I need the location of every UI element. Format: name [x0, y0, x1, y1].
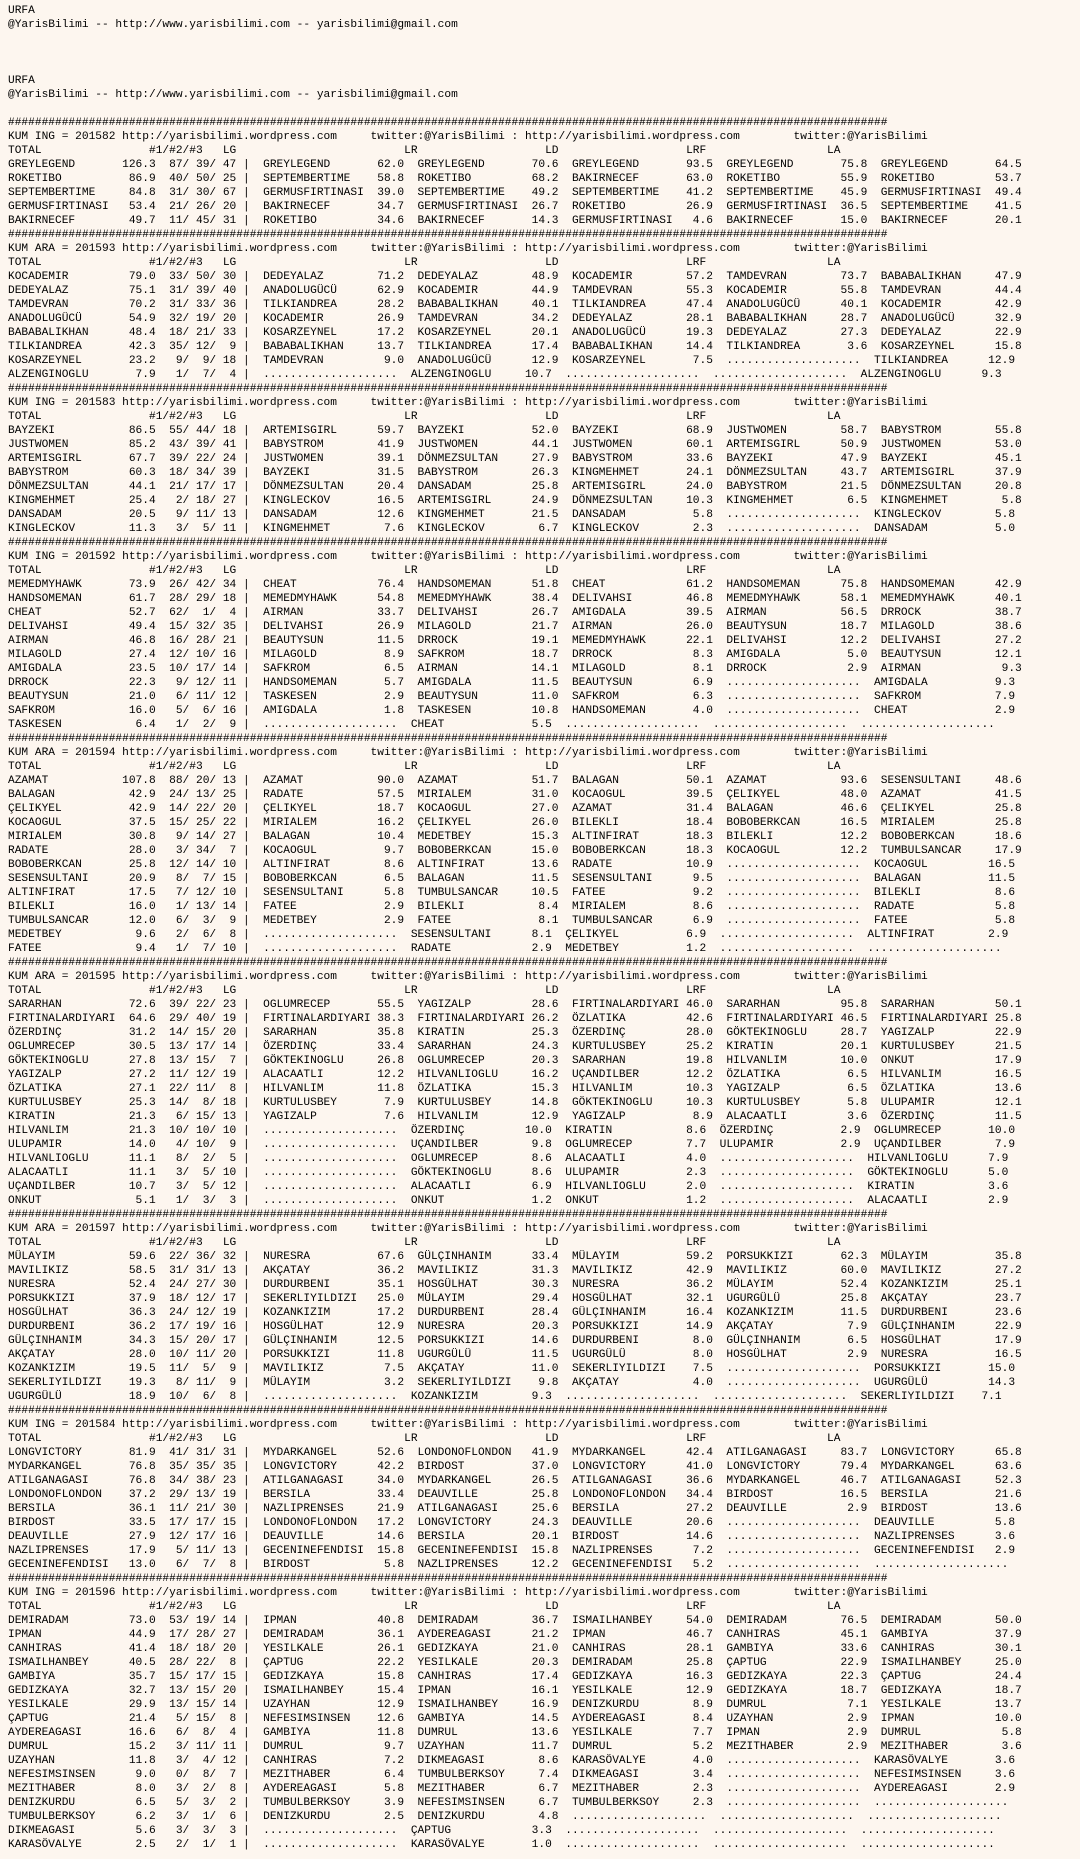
text-line: DRROCK 22.3 9/ 12/ 11 | HANDSOMEMAN 5.7 AMIGDALA 11.5 BEAUTYSUN 6.9 .................... AMIGDALA 9.3 [8, 677, 1016, 689]
text-line: ################################################################################################################################### [8, 733, 888, 745]
text-line: ################################################################################################################################### [8, 537, 888, 549]
text-line: ONKUT 5.1 1/ 3/ 3 | .................... ONKUT 1.2 ONKUT 1.2 .................... ALACAATLI 2.9 [8, 1195, 1009, 1207]
text-line: SARARHAN 72.6 39/ 22/ 23 | OGLUMRECEP 55.5 YAGIZALP 28.6 FIRTINALARDIYARI 46.0 SARARHAN 95.8 SARARHAN 50.1 [8, 999, 1022, 1011]
text-line: NEFESIMSINSEN 9.0 0/ 8/ 7 | MEZITHABER 6.4 TUMBULBERKSOY 7.4 DIKMEAGASI 3.4 .................... NEFESIMSINSEN 3.6 [8, 1769, 1016, 1781]
text-line: BABABALIKHAN 48.4 18/ 21/ 33 | KOSARZEYNEL 17.2 KOSARZEYNEL 20.1 ANADOLUGÜCÜ 19.3 DEDEYALAZ 27.3 DEDEYALAZ 22.9 [8, 327, 1022, 339]
text-line: OGLUMRECEP 30.5 13/ 17/ 14 | ÖZERDINÇ 33.4 SARARHAN 24.3 KURTULUSBEY 25.2 KIRATIN 20.1 KURTULUSBEY 21.5 [8, 1041, 1022, 1053]
text-line: ################################################################################################################################### [8, 1573, 888, 1585]
text-line: YAGIZALP 27.2 11/ 12/ 19 | ALACAATLI 12.2 HILVANLIOGLU 16.2 UÇANDILBER 12.2 ÖZLATIKA 6.5 HILVANLIM 16.5 [8, 1069, 1022, 1081]
text-line: BILEKLI 16.0 1/ 13/ 14 | FATEE 2.9 BILEKLI 8.4 MIRIALEM 8.6 .................... RADATE 5.8 [8, 901, 1016, 913]
text-line: TOTAL #1/#2/#3 LG LR LD LRF LA [8, 1433, 841, 1445]
text-line: KUM ARA = 201594 http://yarisbilimi.wordpress.com twitter:@YarisBilimi : http://yarisbilimi.wordpress.com twitter:@YarisBilimi [8, 747, 928, 759]
text-line: ALTINFIRAT 17.5 7/ 12/ 10 | SESENSULTANI 5.8 TUMBULSANCAR 10.5 FATEE 9.2 .................... BILEKLI 8.6 [8, 887, 1016, 899]
text-line: HILVANLIM 21.3 10/ 10/ 10 | .................... ÖZERDINÇ 10.0 KIRATIN 8.6 ÖZERDINÇ 2.9 OGLUMRECEP 10.0 [8, 1125, 1016, 1137]
text-line: BALAGAN 42.9 24/ 13/ 25 | RADATE 57.5 MIRIALEM 31.0 KOCAOGUL 39.5 ÇELIKYEL 48.0 AZAMAT 41.5 [8, 789, 1022, 801]
text-line: MYDARKANGEL 76.8 35/ 35/ 35 | LONGVICTORY 42.2 BIRDOST 37.0 LONGVICTORY 41.0 LONGVICTORY 79.4 MYDARKANGEL 63.6 [8, 1461, 1022, 1473]
text-line: DEAUVILLE 27.9 12/ 17/ 16 | DEAUVILLE 14.6 BERSILA 20.1 BIRDOST 14.6 .................... NAZLIPRENSES 3.6 [8, 1531, 1016, 1543]
text-line: AYDEREAGASI 16.6 6/ 8/ 4 | GAMBIYA 11.8 DUMRUL 13.6 YESILKALE 7.7 IPMAN 2.9 DUMRUL 5.8 [8, 1727, 1022, 1739]
text-line: HILVANLIOGLU 11.1 8/ 2/ 5 | .................... OGLUMRECEP 8.6 ALACAATLI 4.0 .................... HILVANLIOGLU 7.9 [8, 1153, 1009, 1165]
text-line: KUM ARA = 201595 http://yarisbilimi.wordpress.com twitter:@YarisBilimi : http://yarisbilimi.wordpress.com twitter:@YarisBilimi [8, 971, 928, 983]
text-line: MILAGOLD 27.4 12/ 10/ 16 | MILAGOLD 8.9 SAFKROM 18.7 DRROCK 8.3 AMIGDALA 5.0 BEAUTYSUN 12.1 [8, 649, 1022, 661]
text-line: CANHIRAS 41.4 18/ 18/ 20 | YESILKALE 26.1 GEDIZKAYA 21.0 CANHIRAS 28.1 GAMBIYA 33.6 CANHIRAS 30.1 [8, 1643, 1022, 1655]
text-line: MEMEDMYHAWK 73.9 26/ 42/ 34 | CHEAT 76.4 HANDSOMEMAN 51.8 CHEAT 61.2 HANDSOMEMAN 75.8 HANDSOMEMAN 42.9 [8, 579, 1022, 591]
text-line: TOTAL #1/#2/#3 LG LR LD LRF LA [8, 411, 841, 423]
text-line: UGURGÜLÜ 18.9 10/ 6/ 8 | .................... KOZANKIZIM 9.3 .................... .................... SEKERLIYILDIZI 7.1 [8, 1391, 1002, 1403]
text-line: ################################################################################################################################### [8, 117, 888, 129]
text-line: ÇELIKYEL 42.9 14/ 22/ 20 | ÇELIKYEL 18.7 KOCAOGUL 27.0 AZAMAT 31.4 BALAGAN 46.6 ÇELIKYEL 25.8 [8, 803, 1022, 815]
text-line: LONDONOFLONDON 37.2 29/ 13/ 19 | BERSILA 33.4 DEAUVILLE 25.8 LONDONOFLONDON 34.4 BIRDOST 16.5 BERSILA 21.6 [8, 1489, 1022, 1501]
text-line: DURDURBENI 36.2 17/ 19/ 16 | HOSGÜLHAT 12.9 NURESRA 20.3 PORSUKKIZI 14.9 AKÇATAY 7.9 GÜLÇINHANIM 22.9 [8, 1321, 1022, 1333]
text-line: KOZANKIZIM 19.5 11/ 5/ 9 | MAVILIKIZ 7.5 AKÇATAY 11.0 SEKERLIYILDIZI 7.5 .................... PORSUKKIZI 15.0 [8, 1363, 1016, 1375]
text-line: KOSARZEYNEL 23.2 9/ 9/ 18 | TAMDEVRAN 9.0 ANADOLUGÜCÜ 12.9 KOSARZEYNEL 7.5 .................... TILKIANDREA 12.9 [8, 355, 1016, 367]
text-line: MEDETBEY 9.6 2/ 6/ 8 | .................... SESENSULTANI 8.1 ÇELIKYEL 6.9 .................... ALTINFIRAT 2.9 [8, 929, 1009, 941]
text-line: KOCAOGUL 37.5 15/ 25/ 22 | MIRIALEM 16.2 ÇELIKYEL 26.0 BILEKLI 18.4 BOBOBERKCAN 16.5 MIRIALEM 25.8 [8, 817, 1022, 829]
text-line: ################################################################################################################################### [8, 1209, 888, 1221]
text-line: DÖNMEZSULTAN 44.1 21/ 17/ 17 | DÖNMEZSULTAN 20.4 DANSADAM 25.8 ARTEMISGIRL 24.0 BABYSTROM 21.5 DÖNMEZSULTAN 20.8 [8, 481, 1022, 493]
text-line: MÜLAYIM 59.6 22/ 36/ 32 | NURESRA 67.6 GÜLÇINHANIM 33.4 MÜLAYIM 59.2 PORSUKKIZI 62.3 MÜLAYIM 35.8 [8, 1251, 1022, 1263]
text-line: HOSGÜLHAT 36.3 24/ 12/ 19 | KOZANKIZIM 17.2 DURDURBENI 28.4 GÜLÇINHANIM 16.4 KOZANKIZIM 11.5 DURDURBENI 23.6 [8, 1307, 1022, 1319]
text-line: URFA [8, 5, 35, 17]
text-line: SEKERLIYILDIZI 19.3 8/ 11/ 9 | MÜLAYIM 3.2 SEKERLIYILDIZI 9.8 AKÇATAY 4.0 .................... UGURGÜLÜ 14.3 [8, 1377, 1016, 1389]
text-line: KOCADEMIR 79.0 33/ 50/ 30 | DEDEYALAZ 71.2 DEDEYALAZ 48.9 KOCADEMIR 57.2 TAMDEVRAN 73.7 BABABALIKHAN 47.9 [8, 271, 1022, 283]
text-line: TAMDEVRAN 70.2 31/ 33/ 36 | TILKIANDREA 28.2 BABABALIKHAN 40.1 TILKIANDREA 47.4 ANADOLUGÜCÜ 40.1 KOCADEMIR 42.9 [8, 299, 1022, 311]
text-line: ISMAILHANBEY 40.5 28/ 22/ 8 | ÇAPTUG 22.2 YESILKALE 20.3 DEMIRADAM 25.8 ÇAPTUG 22.9 ISMAILHANBEY 25.0 [8, 1657, 1022, 1669]
text-line: NURESRA 52.4 24/ 27/ 30 | DURDURBENI 35.1 HOSGÜLHAT 30.3 NURESRA 36.2 MÜLAYIM 52.4 KOZANKIZIM 25.1 [8, 1279, 1022, 1291]
text-line: SEPTEMBERTIME 84.8 31/ 30/ 67 | GERMUSFIRTINASI 39.0 SEPTEMBERTIME 49.2 SEPTEMBERTIME 41.2 SEPTEMBERTIME 45.9 GERMUSFIRTINASI 49.4 [8, 187, 1022, 199]
text-line: ROKETIBO 86.9 40/ 50/ 25 | SEPTEMBERTIME 58.8 ROKETIBO 68.2 BAKIRNECEF 63.0 ROKETIBO 55.9 ROKETIBO 53.7 [8, 173, 1022, 185]
text-line: DENIZKURDU 6.5 5/ 3/ 2 | TUMBULBERKSOY 3.9 NEFESIMSINSEN 6.7 TUMBULBERKSOY 2.3 .................... .................... [8, 1797, 1009, 1809]
text-line: TOTAL #1/#2/#3 LG LR LD LRF LA [8, 1601, 841, 1613]
text-line: GÖKTEKINOGLU 27.8 13/ 15/ 7 | GÖKTEKINOGLU 26.8 OGLUMRECEP 20.3 SARARHAN 19.8 HILVANLIM 10.0 ONKUT 17.9 [8, 1055, 1022, 1067]
text-line: TILKIANDREA 42.3 35/ 12/ 9 | BABABALIKHAN 13.7 TILKIANDREA 17.4 BABABALIKHAN 14.4 TILKIANDREA 3.6 KOSARZEYNEL 15.8 [8, 341, 1022, 353]
text-line: IPMAN 44.9 17/ 28/ 27 | DEMIRADAM 36.1 AYDEREAGASI 21.2 IPMAN 46.7 CANHIRAS 45.1 GAMBIYA 37.9 [8, 1629, 1022, 1641]
text-line: KUM ING = 201583 http://yarisbilimi.wordpress.com twitter:@YarisBilimi : http://yarisbilimi.wordpress.com twitter:@YarisBilimi [8, 397, 928, 409]
text-line: ÇAPTUG 21.4 5/ 15/ 8 | NEFESIMSINSEN 12.6 GAMBIYA 14.5 AYDEREAGASI 8.4 UZAYHAN 2.9 IPMAN 10.0 [8, 1713, 1022, 1725]
text-line: FATEE 9.4 1/ 7/ 10 | .................... RADATE 2.9 MEDETBEY 1.2 .................... .................... [8, 943, 1002, 955]
text-line: BAYZEKI 86.5 55/ 44/ 18 | ARTEMISGIRL 59.7 BAYZEKI 52.0 BAYZEKI 68.9 JUSTWOMEN 58.7 BABYSTROM 55.8 [8, 425, 1022, 437]
text-line: ULUPAMIR 14.0 4/ 10/ 9 | .................... UÇANDILBER 9.8 OGLUMRECEP 7.7 ULUPAMIR 2.9 UÇANDILBER 7.9 [8, 1139, 1016, 1151]
text-line: FIRTINALARDIYARI 64.6 29/ 40/ 19 | FIRTINALARDIYARI 38.3 FIRTINALARDIYARI 26.2 ÖZLATIKA 42.6 FIRTINALARDIYARI 46.5 FIRTINALARDIYARI 25.8 [8, 1013, 1022, 1025]
text-line: @YarisBilimi -- http://www.yarisbilimi.com -- yarisbilimi@gmail.com [8, 89, 458, 101]
text-line: TOTAL #1/#2/#3 LG LR LD LRF LA [8, 145, 841, 157]
text-line: ALZENGINOGLU 7.9 1/ 7/ 4 | .................... ALZENGINOGLU 10.7 .................... .................... ALZENGINOGLU 9.3 [8, 369, 1002, 381]
text-line: ALACAATLI 11.1 3/ 5/ 10 | .................... GÖKTEKINOGLU 8.6 ULUPAMIR 2.3 .................... GÖKTEKINOGLU 5.0 [8, 1167, 1009, 1179]
text-line: ARTEMISGIRL 67.7 39/ 22/ 24 | JUSTWOMEN 39.1 DÖNMEZSULTAN 27.9 BABYSTROM 33.6 BAYZEKI 47.9 BAYZEKI 45.1 [8, 453, 1022, 465]
text-line: DIKMEAGASI 5.6 3/ 3/ 3 | .................... ÇAPTUG 3.3 .................... .................... .................... [8, 1825, 995, 1837]
text-line: HANDSOMEMAN 61.7 28/ 29/ 18 | MEMEDMYHAWK 54.8 MEMEDMYHAWK 38.4 DELIVAHSI 46.8 MEMEDMYHAWK 58.1 MEMEDMYHAWK 40.1 [8, 593, 1022, 605]
text-line: BAKIRNECEF 49.7 11/ 45/ 31 | ROKETIBO 34.6 BAKIRNECEF 14.3 GERMUSFIRTINASI 4.6 BAKIRNECEF 15.0 BAKIRNECEF 20.1 [8, 215, 1022, 227]
text-line: MIRIALEM 30.8 9/ 14/ 27 | BALAGAN 10.4 MEDETBEY 15.3 ALTINFIRAT 18.3 BILEKLI 12.2 BOBOBERKCAN 18.6 [8, 831, 1022, 843]
text-line: KUM ING = 201584 http://yarisbilimi.wordpress.com twitter:@YarisBilimi : http://yarisbilimi.wordpress.com twitter:@YarisBilimi [8, 1419, 928, 1431]
text-line: AKÇATAY 28.0 10/ 11/ 20 | PORSUKKIZI 11.8 UGURGÜLÜ 11.5 UGURGÜLÜ 8.0 HOSGÜLHAT 2.9 NURESRA 16.5 [8, 1349, 1022, 1361]
text-line: KARASÖVALYE 2.5 2/ 1/ 1 | .................... KARASÖVALYE 1.0 .................... .................... .................... [8, 1839, 995, 1851]
text-line: TOTAL #1/#2/#3 LG LR LD LRF LA [8, 985, 841, 997]
text-line: ATILGANAGASI 76.8 34/ 38/ 23 | ATILGANAGASI 34.0 MYDARKANGEL 26.5 ATILGANAGASI 36.6 MYDARKANGEL 46.7 ATILGANAGASI 52.3 [8, 1475, 1022, 1487]
text-line: KINGLECKOV 11.3 3/ 5/ 11 | KINGMEHMET 7.6 KINGLECKOV 6.7 KINGLECKOV 2.3 .................... DANSADAM 5.0 [8, 523, 1016, 535]
text-line: ################################################################################################################################### [8, 383, 888, 395]
text-line: AIRMAN 46.8 16/ 28/ 21 | BEAUTYSUN 11.5 DRROCK 19.1 MEMEDMYHAWK 22.1 DELIVAHSI 12.2 DELIVAHSI 27.2 [8, 635, 1022, 647]
text-line: ################################################################################################################################### [8, 1405, 888, 1417]
text-line: ÖZLATIKA 27.1 22/ 11/ 8 | HILVANLIM 11.8 ÖZLATIKA 15.3 HILVANLIM 10.3 YAGIZALP 6.5 ÖZLATIKA 13.6 [8, 1083, 1022, 1095]
text-line: ANADOLUGÜCÜ 54.9 32/ 19/ 20 | KOCADEMIR 26.9 TAMDEVRAN 34.2 DEDEYALAZ 28.1 BABABALIKHAN 28.7 ANADOLUGÜCÜ 32.9 [8, 313, 1022, 325]
text-line: TUMBULSANCAR 12.0 6/ 3/ 9 | MEDETBEY 2.9 FATEE 8.1 TUMBULSANCAR 6.9 .................... FATEE 5.8 [8, 915, 1016, 927]
text-line: KIRATIN 21.3 6/ 15/ 13 | YAGIZALP 7.6 HILVANLIM 12.9 YAGIZALP 8.9 ALACAATLI 3.6 ÖZERDINÇ 11.5 [8, 1111, 1022, 1123]
text-line: KUM ARA = 201597 http://yarisbilimi.wordpress.com twitter:@YarisBilimi : http://yarisbilimi.wordpress.com twitter:@YarisBilimi [8, 1223, 928, 1235]
text-line: DEDEYALAZ 75.1 31/ 39/ 40 | ANADOLUGÜCÜ 62.9 KOCADEMIR 44.9 TAMDEVRAN 55.3 KOCADEMIR 55.8 TAMDEVRAN 44.4 [8, 285, 1022, 297]
text-line: TOTAL #1/#2/#3 LG LR LD LRF LA [8, 565, 841, 577]
text-line: DANSADAM 20.5 9/ 11/ 13 | DANSADAM 12.6 KINGMEHMET 21.5 DANSADAM 5.8 .................... KINGLECKOV 5.8 [8, 509, 1016, 521]
text-line: YESILKALE 29.9 13/ 15/ 14 | UZAYHAN 12.9 ISMAILHANBEY 16.9 DENIZKURDU 8.9 DUMRUL 7.1 YESILKALE 13.7 [8, 1699, 1022, 1711]
text-line: KUM ARA = 201593 http://yarisbilimi.wordpress.com twitter:@YarisBilimi : http://yarisbilimi.wordpress.com twitter:@YarisBilimi [8, 243, 928, 255]
text-line: GAMBIYA 35.7 15/ 17/ 15 | GEDIZKAYA 15.8 CANHIRAS 17.4 GEDIZKAYA 16.3 GEDIZKAYA 22.3 ÇAPTUG 24.4 [8, 1671, 1022, 1683]
text-line: KUM ING = 201582 http://yarisbilimi.wordpress.com twitter:@YarisBilimi : http://yarisbilimi.wordpress.com twitter:@YarisBilimi [8, 131, 928, 143]
text-line: BIRDOST 33.5 17/ 17/ 15 | LONDONOFLONDON 17.2 LONGVICTORY 24.3 DEAUVILLE 20.6 .................... DEAUVILLE 5.8 [8, 1517, 1016, 1529]
text-line: PORSUKKIZI 37.9 18/ 12/ 17 | SEKERLIYILDIZI 25.0 MÜLAYIM 29.4 HOSGÜLHAT 32.1 UGURGÜLÜ 25.8 AKÇATAY 23.7 [8, 1293, 1022, 1305]
text-line: URFA [8, 75, 35, 87]
text-line: TOTAL #1/#2/#3 LG LR LD LRF LA [8, 761, 841, 773]
text-line: RADATE 28.0 3/ 34/ 7 | KOCAOGUL 9.7 BOBOBERKCAN 15.0 BOBOBERKCAN 18.3 KOCAOGUL 12.2 TUMBULSANCAR 17.9 [8, 845, 1022, 857]
text-line: TUMBULBERKSOY 6.2 3/ 1/ 6 | DENIZKURDU 2.5 DENIZKURDU 4.8 .................... .................... .................... [8, 1811, 1002, 1823]
text-line: DELIVAHSI 49.4 15/ 32/ 35 | DELIVAHSI 26.9 MILAGOLD 21.7 AIRMAN 26.0 BEAUTYSUN 18.7 MILAGOLD 38.6 [8, 621, 1022, 633]
text-line: AMIGDALA 23.5 10/ 17/ 14 | SAFKROM 6.5 AIRMAN 14.1 MILAGOLD 8.1 DRROCK 2.9 AIRMAN 9.3 [8, 663, 1022, 675]
text-line: KUM ING = 201592 http://yarisbilimi.wordpress.com twitter:@YarisBilimi : http://yarisbilimi.wordpress.com twitter:@YarisBilimi [8, 551, 928, 563]
text-line: NAZLIPRENSES 17.9 5/ 11/ 13 | GECENINEFENDISI 15.8 GECENINEFENDISI 15.8 NAZLIPRENSES 7.2 .................... GECENINEFENDISI 2.9 [8, 1545, 1016, 1557]
text-line: ÖZERDINÇ 31.2 14/ 15/ 20 | SARARHAN 35.8 KIRATIN 25.3 ÖZERDINÇ 28.0 GÖKTEKINOGLU 28.7 YAGIZALP 22.9 [8, 1027, 1022, 1039]
text-line: AZAMAT 107.8 88/ 20/ 13 | AZAMAT 90.0 AZAMAT 51.7 BALAGAN 50.1 AZAMAT 93.6 SESENSULTANI 48.6 [8, 775, 1022, 787]
text-line: GECENINEFENDISI 13.0 6/ 7/ 8 | BIRDOST 5.8 NAZLIPRENSES 12.2 GECENINEFENDISI 5.2 .................... .................... [8, 1559, 1009, 1571]
text-line: @YarisBilimi -- http://www.yarisbilimi.com -- yarisbilimi@gmail.com [8, 19, 458, 31]
text-line: ################################################################################################################################### [8, 957, 888, 969]
text-line: UÇANDILBER 10.7 3/ 5/ 12 | .................... ALACAATLI 6.9 HILVANLIOGLU 2.0 .................... KIRATIN 3.6 [8, 1181, 1009, 1193]
text-line: MEZITHABER 8.0 3/ 2/ 8 | AYDEREAGASI 5.8 MEZITHABER 6.7 MEZITHABER 2.3 .................... AYDEREAGASI 2.9 [8, 1783, 1016, 1795]
text-line: GEDIZKAYA 32.7 13/ 15/ 20 | ISMAILHANBEY 15.4 IPMAN 16.1 YESILKALE 12.9 GEDIZKAYA 18.7 GEDIZKAYA 18.7 [8, 1685, 1022, 1697]
text-line: BOBOBERKCAN 25.8 12/ 14/ 10 | ALTINFIRAT 8.6 ALTINFIRAT 13.6 RADATE 10.9 .................... KOCAOGUL 16.5 [8, 859, 1016, 871]
text-line: GÜLÇINHANIM 34.3 15/ 20/ 17 | GÜLÇINHANIM 12.5 PORSUKKIZI 14.6 DURDURBENI 8.0 GÜLÇINHANIM 6.5 HOSGÜLHAT 17.9 [8, 1335, 1022, 1347]
text-line: BEAUTYSUN 21.0 6/ 11/ 12 | TASKESEN 2.9 BEAUTYSUN 11.0 SAFKROM 6.3 .................... SAFKROM 7.9 [8, 691, 1016, 703]
text-line: GREYLEGEND 126.3 87/ 39/ 47 | GREYLEGEND 62.0 GREYLEGEND 70.6 GREYLEGEND 93.5 GREYLEGEND 75.8 GREYLEGEND 64.5 [8, 159, 1022, 171]
text-line: TOTAL #1/#2/#3 LG LR LD LRF LA [8, 257, 841, 269]
text-line: SAFKROM 16.0 5/ 6/ 16 | AMIGDALA 1.8 TASKESEN 10.8 HANDSOMEMAN 4.0 .................... CHEAT 2.9 [8, 705, 1016, 717]
text-line: TASKESEN 6.4 1/ 2/ 9 | .................... CHEAT 5.5 .................... .................... .................... [8, 719, 995, 731]
text-line: DEMIRADAM 73.0 53/ 19/ 14 | IPMAN 40.8 DEMIRADAM 36.7 ISMAILHANBEY 54.0 DEMIRADAM 76.5 DEMIRADAM 50.0 [8, 1615, 1022, 1627]
text-line: LONGVICTORY 81.9 41/ 31/ 31 | MYDARKANGEL 52.6 LONDONOFLONDON 41.9 MYDARKANGEL 42.4 ATILGANAGASI 83.7 LONGVICTORY 65.8 [8, 1447, 1022, 1459]
text-line: JUSTWOMEN 85.2 43/ 39/ 41 | BABYSTROM 41.9 JUSTWOMEN 44.1 JUSTWOMEN 60.1 ARTEMISGIRL 50.9 JUSTWOMEN 53.0 [8, 439, 1022, 451]
text-line: GERMUSFIRTINASI 53.4 21/ 26/ 20 | BAKIRNECEF 34.7 GERMUSFIRTINASI 26.7 ROKETIBO 26.9 GERMUSFIRTINASI 36.5 SEPTEMBERTIME 41.5 [8, 201, 1022, 213]
text-line: UZAYHAN 11.8 3/ 4/ 12 | CANHIRAS 7.2 DIKMEAGASI 8.6 KARASÖVALYE 4.0 .................... KARASÖVALYE 3.6 [8, 1755, 1016, 1767]
text-line: MAVILIKIZ 58.5 31/ 31/ 13 | AKÇATAY 36.2 MAVILIKIZ 31.3 MAVILIKIZ 42.9 MAVILIKIZ 60.0 MAVILIKIZ 27.2 [8, 1265, 1022, 1277]
text-line: BERSILA 36.1 11/ 21/ 30 | NAZLIPRENSES 21.9 ATILGANAGASI 25.6 BERSILA 27.2 DEAUVILLE 2.9 BIRDOST 13.6 [8, 1503, 1022, 1515]
text-line: TOTAL #1/#2/#3 LG LR LD LRF LA [8, 1237, 841, 1249]
text-line: DUMRUL 15.2 3/ 11/ 11 | DUMRUL 9.7 UZAYHAN 11.7 DUMRUL 5.2 MEZITHABER 2.9 MEZITHABER 3.6 [8, 1741, 1022, 1753]
text-line: CHEAT 52.7 62/ 1/ 4 | AIRMAN 33.7 DELIVAHSI 26.7 AMIGDALA 39.5 AIRMAN 56.5 DRROCK 38.7 [8, 607, 1022, 619]
text-line: ################################################################################################################################### [8, 229, 888, 241]
text-line: BABYSTROM 60.3 18/ 34/ 39 | BAYZEKI 31.5 BABYSTROM 26.3 KINGMEHMET 24.1 DÖNMEZSULTAN 43.7 ARTEMISGIRL 37.9 [8, 467, 1022, 479]
text-line: SESENSULTANI 20.9 8/ 7/ 15 | BOBOBERKCAN 6.5 BALAGAN 11.5 SESENSULTANI 9.5 .................... BALAGAN 11.5 [8, 873, 1016, 885]
text-line: KURTULUSBEY 25.3 14/ 8/ 18 | KURTULUSBEY 7.9 KURTULUSBEY 14.8 GÖKTEKINOGLU 10.3 KURTULUSBEY 5.8 ULUPAMIR 12.1 [8, 1097, 1022, 1109]
text-line: KUM ING = 201596 http://yarisbilimi.wordpress.com twitter:@YarisBilimi : http://yarisbilimi.wordpress.com twitter:@YarisBilimi [8, 1587, 928, 1599]
text-line: KINGMEHMET 25.4 2/ 18/ 27 | KINGLECKOV 16.5 ARTEMISGIRL 24.9 DÖNMEZSULTAN 10.3 KINGMEHMET 6.5 KINGMEHMET 5.8 [8, 495, 1022, 507]
